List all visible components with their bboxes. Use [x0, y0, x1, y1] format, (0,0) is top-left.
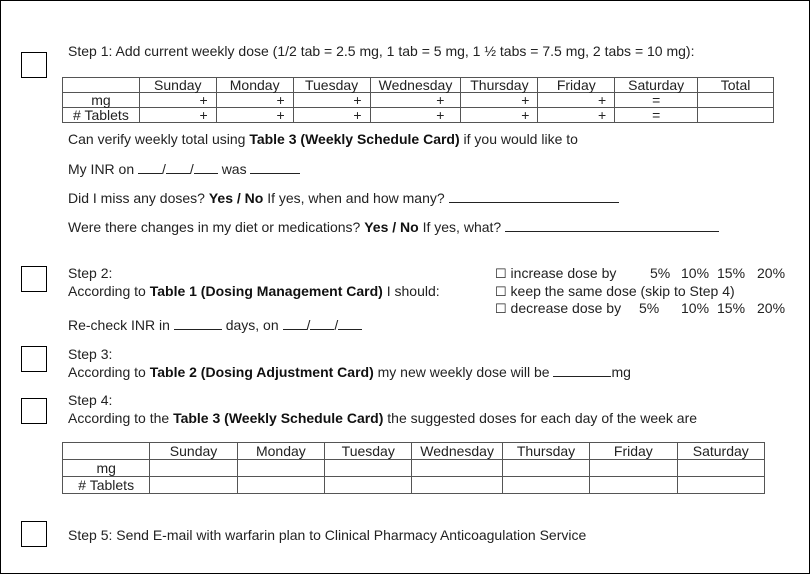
header-wednesday: Wednesday: [370, 78, 461, 93]
keep-label: keep the same dose (skip to Step 4): [510, 283, 735, 299]
verify-pre: Can verify weekly total using: [68, 131, 250, 147]
header-friday: Friday: [538, 78, 615, 93]
recheck-day-field[interactable]: [310, 317, 334, 330]
header-sunday: Sunday: [139, 78, 216, 93]
missed-doses-line: [68, 190, 619, 206]
schedule-tablets-thursday[interactable]: [502, 477, 589, 494]
schedule-mg-wednesday[interactable]: [412, 460, 502, 477]
step4-checkbox[interactable]: [21, 398, 47, 424]
verify-line: [68, 131, 578, 147]
step3-post: my new weekly dose will be: [373, 364, 550, 380]
step4-post: the suggested doses for each day of the week are: [383, 410, 698, 426]
cell-tablets-saturday[interactable]: =: [615, 108, 698, 123]
decrease-pct-15[interactable]: 15%: [717, 300, 746, 316]
step1-table-header-row: [63, 78, 774, 93]
step4-row-mg: [63, 460, 765, 477]
cell-mg-friday[interactable]: +: [538, 93, 615, 108]
inr-mid: was: [221, 161, 247, 177]
step1-checkbox[interactable]: [21, 52, 47, 78]
header-thursday: Thursday: [461, 78, 538, 93]
schedule-header-tuesday: Tuesday: [325, 443, 412, 460]
decrease-pct-10[interactable]: 10%: [681, 300, 710, 316]
schedule-header-wednesday: Wednesday: [412, 443, 502, 460]
schedule-mg-saturday[interactable]: [677, 460, 764, 477]
new-weekly-dose-field[interactable]: [553, 364, 611, 377]
miss-yes-no[interactable]: Yes / No: [208, 190, 264, 206]
cell-tablets-friday[interactable]: +: [538, 108, 615, 123]
inr-day-field[interactable]: [166, 161, 190, 174]
step2-post: I should:: [382, 283, 440, 299]
step1-title: Step 1: Add current weekly dose (1/2 tab = 2.5 mg, 1 tab = 5 mg, 1 ½ tabs = 7.5 mg, 2 tabs = 10 mg):: [68, 43, 695, 59]
verify-bold: Table 3 (Weekly Schedule Card): [249, 131, 460, 147]
schedule-tablets-wednesday[interactable]: [412, 477, 502, 494]
step2-line: [68, 283, 440, 299]
cell-mg-total[interactable]: [698, 93, 774, 108]
cell-tablets-tuesday[interactable]: +: [293, 108, 370, 123]
step3-unit: mg: [611, 364, 631, 380]
step4-bold: Table 3 (Weekly Schedule Card): [173, 410, 384, 426]
cell-mg-thursday[interactable]: +: [461, 93, 538, 108]
row-label-mg: mg: [63, 93, 140, 108]
verify-post: if you would like to: [459, 131, 578, 147]
schedule-tablets-sunday[interactable]: [150, 477, 237, 494]
step4-table-header-row: [63, 443, 765, 460]
inr-month-field[interactable]: [138, 161, 162, 174]
step4-row-tablets: [63, 477, 765, 494]
decrease-pct-5[interactable]: 5%: [639, 300, 660, 316]
cell-tablets-wednesday[interactable]: +: [370, 108, 461, 123]
schedule-mg-sunday[interactable]: [150, 460, 237, 477]
diet-yes-no[interactable]: Yes / No: [364, 219, 419, 235]
schedule-row-label-tablets: # Tablets: [63, 477, 150, 494]
increase-pct-10[interactable]: 10%: [681, 265, 710, 281]
diet-post: If yes, what?: [418, 219, 502, 235]
step3-title: Step 3:: [68, 346, 113, 362]
cell-tablets-sunday[interactable]: +: [139, 108, 216, 123]
schedule-tablets-monday[interactable]: [237, 477, 324, 494]
step3-pre: According to: [68, 364, 150, 380]
schedule-header-friday: Friday: [590, 443, 677, 460]
diet-changes-line: [68, 219, 719, 235]
schedule-mg-friday[interactable]: [590, 460, 677, 477]
miss-post: If yes, when and how many?: [263, 190, 445, 206]
header-tuesday: Tuesday: [293, 78, 370, 93]
recheck-mid: days, on: [225, 317, 279, 333]
schedule-mg-monday[interactable]: [237, 460, 324, 477]
schedule-header-saturday: Saturday: [677, 443, 764, 460]
header-saturday: Saturday: [615, 78, 698, 93]
header-total: Total: [698, 78, 774, 93]
option-keep[interactable]: [495, 283, 735, 300]
step4-schedule-table: [62, 442, 765, 494]
cell-tablets-thursday[interactable]: +: [461, 108, 538, 123]
recheck-year-field[interactable]: [338, 317, 362, 330]
cell-mg-wednesday[interactable]: +: [370, 93, 461, 108]
decrease-label: decrease dose by: [510, 300, 622, 316]
decrease-checkbox-icon[interactable]: ☐: [495, 301, 507, 316]
inr-line: My INR on / / was: [68, 161, 300, 177]
keep-checkbox-icon[interactable]: ☐: [495, 284, 507, 299]
increase-pct-15[interactable]: 15%: [717, 265, 746, 281]
decrease-pct-20[interactable]: 20%: [757, 300, 786, 316]
step2-bold: Table 1 (Dosing Management Card): [149, 283, 383, 299]
header-monday: Monday: [216, 78, 293, 93]
increase-checkbox-icon[interactable]: ☐: [495, 266, 507, 281]
schedule-header-corner: [63, 443, 150, 460]
step2-pre: According to: [68, 283, 150, 299]
step2-title: Step 2:: [68, 265, 113, 281]
increase-pct-5[interactable]: 5%: [650, 265, 671, 281]
diet-pre: Were there changes in my diet or medications?: [68, 219, 365, 235]
step1-row-mg: [63, 93, 774, 108]
increase-label: increase dose by: [510, 265, 617, 281]
step3-checkbox[interactable]: [21, 346, 47, 372]
schedule-mg-tuesday[interactable]: [325, 460, 412, 477]
schedule-header-monday: Monday: [237, 443, 324, 460]
step4-line: [68, 410, 697, 426]
step5-title: Step 5: Send E-mail with warfarin plan to Clinical Pharmacy Anticoagulation Service: [68, 527, 587, 543]
schedule-row-label-mg: mg: [63, 460, 150, 477]
schedule-tablets-saturday[interactable]: [677, 477, 764, 494]
cell-tablets-total[interactable]: [698, 108, 774, 123]
schedule-header-thursday: Thursday: [502, 443, 589, 460]
increase-pct-20[interactable]: 20%: [757, 265, 786, 281]
miss-pre: Did I miss any doses?: [68, 190, 209, 206]
option-decrease[interactable]: [495, 300, 621, 317]
schedule-header-sunday: Sunday: [150, 443, 237, 460]
inr-pre: My INR on: [68, 161, 139, 177]
cell-mg-saturday[interactable]: =: [615, 93, 698, 108]
step2-checkbox[interactable]: [21, 266, 47, 292]
recheck-line: Re-check INR in days, on / /: [68, 317, 362, 333]
step3-bold: Table 2 (Dosing Adjustment Card): [149, 364, 374, 380]
step3-line: [68, 364, 631, 380]
recheck-pre: Re-check INR in: [68, 317, 170, 333]
header-corner: [63, 78, 140, 93]
schedule-tablets-friday[interactable]: [590, 477, 677, 494]
cell-tablets-monday[interactable]: +: [216, 108, 293, 123]
recheck-month-field[interactable]: [283, 317, 307, 330]
step5-checkbox[interactable]: [21, 521, 47, 547]
option-increase[interactable]: [495, 265, 616, 282]
recheck-days-field[interactable]: [174, 317, 222, 330]
cell-mg-sunday[interactable]: +: [139, 93, 216, 108]
step4-title: Step 4:: [68, 392, 113, 408]
step1-row-tablets: [63, 108, 774, 123]
step4-pre: According to the: [68, 410, 174, 426]
diet-changes-field[interactable]: [505, 219, 719, 232]
schedule-tablets-tuesday[interactable]: [325, 477, 412, 494]
missed-doses-field[interactable]: [449, 190, 619, 203]
inr-value-field[interactable]: [250, 161, 300, 174]
step1-dose-table: [62, 77, 774, 123]
cell-mg-monday[interactable]: +: [216, 93, 293, 108]
row-label-tablets: # Tablets: [63, 108, 140, 123]
schedule-mg-thursday[interactable]: [502, 460, 589, 477]
inr-year-field[interactable]: [194, 161, 218, 174]
cell-mg-tuesday[interactable]: +: [293, 93, 370, 108]
